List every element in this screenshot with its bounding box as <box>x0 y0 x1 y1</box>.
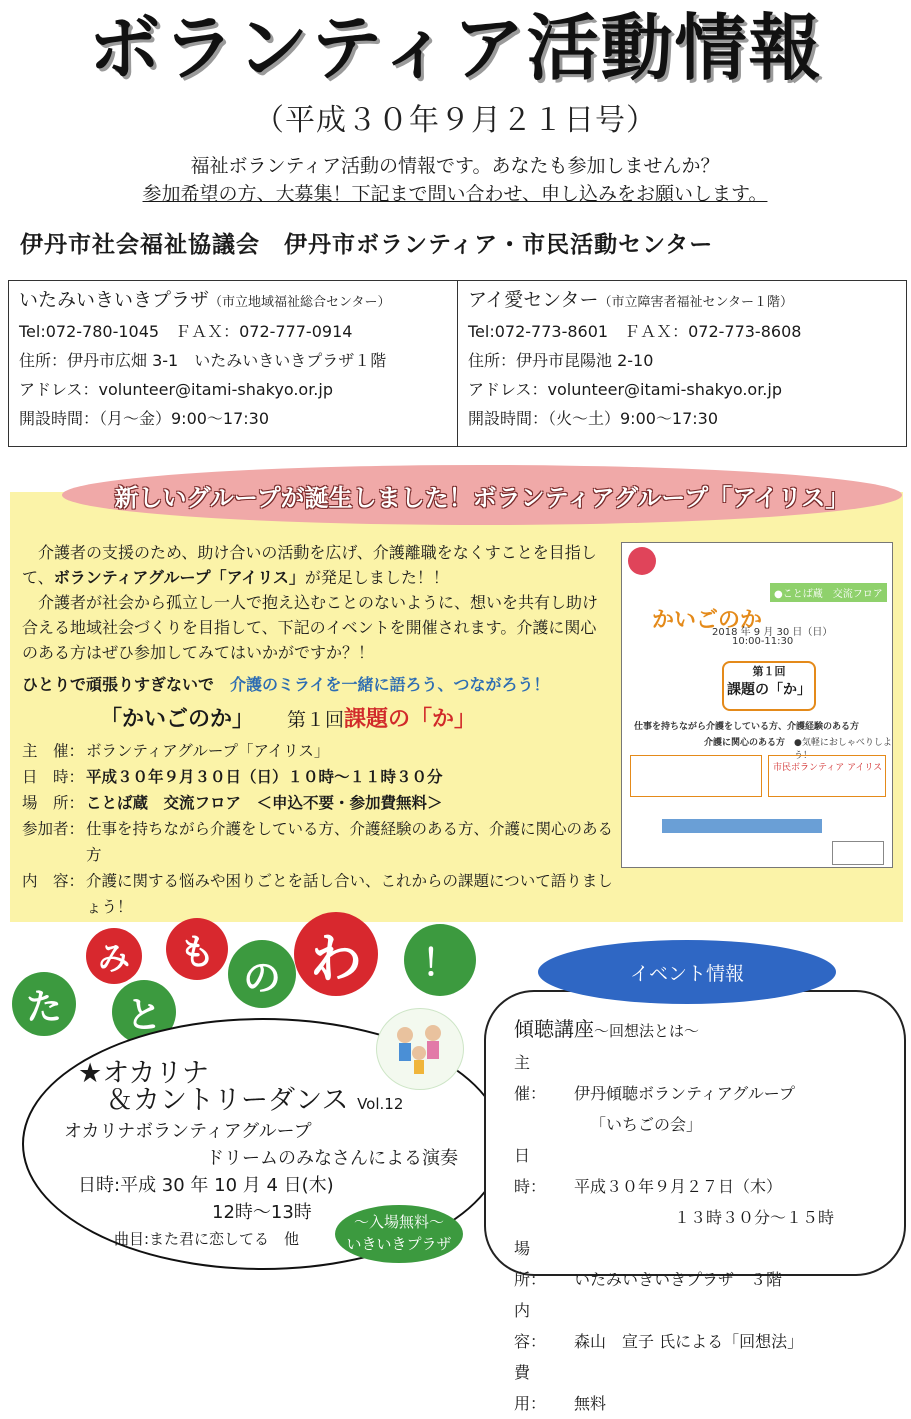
feature-banner: 新しいグループが誕生しました！ボランティアグループ「アイリス」 <box>62 465 902 525</box>
detail-row <box>22 790 620 816</box>
office-email: アドレス：volunteer@itami-shakyo.or.jp <box>19 380 333 399</box>
issue-date: （平成３０年９月２１日号） <box>254 103 657 138</box>
detail-label: 主 催： <box>22 742 85 760</box>
tatomo-char: ！ <box>404 924 476 996</box>
flyer-round: 第１回 <box>752 665 786 678</box>
tatomo-performer: ドリームのみなさんによる演奏 <box>206 1148 458 1169</box>
tatomo-title-2 <box>78 1087 478 1118</box>
tatomo-char: の <box>228 940 296 1008</box>
tatomo-time: 12時～13時 <box>212 1202 312 1223</box>
flyer-target2: 介護に関心のある方 <box>704 738 786 748</box>
detail-value: ことば蔵 交流フロア ＜申込不要・参加費無料＞ <box>86 794 443 812</box>
feature-body-1: 介護者の支援のため、助け合いの活動を広げ、介護離職をなくすことを目指して、 <box>22 543 597 587</box>
detail-label: 日 時： <box>22 768 85 786</box>
tatomo-char: わ <box>294 912 378 996</box>
flyer-title: かいごのか <box>652 608 763 633</box>
tatomo-songs: 曲目:また君に恋してる 他 <box>114 1230 300 1248</box>
event-row-label: 場 所： <box>514 1239 547 1289</box>
office-tel: Tel:072-780-1045 ＦＡＸ：072-777-0914 <box>19 322 353 341</box>
badge-line-1: ～入場無料～ <box>353 1213 444 1231</box>
detail-label: 場 所： <box>22 794 85 812</box>
flyer-target: 仕事を持ちながら介護をしている方、介護経験のある方 <box>634 722 860 732</box>
flyer-theme-box <box>722 661 816 711</box>
event-round: 第１回 <box>287 709 345 731</box>
feature-body-bold: ボランティアグループ「アイリス」 <box>53 568 305 587</box>
event-name: 「かいごのか」 <box>100 707 244 732</box>
event-flyer-image <box>621 542 893 868</box>
event-info-text <box>514 1014 894 1419</box>
detail-value: ボランティアグループ「アイリス」 <box>86 742 330 760</box>
event-row <box>514 1233 894 1295</box>
office-sub: （市立地域福祉総合センター） <box>209 295 391 310</box>
office-name: いたみいきいきプラザ <box>19 289 210 311</box>
tatomo-vol: Vol.12 <box>357 1095 404 1113</box>
detail-label: 内 容： <box>22 872 85 890</box>
event-row-label: 費 用： <box>514 1363 547 1413</box>
event-row-value: 平成３０年９月２７日（木） <box>574 1177 783 1196</box>
office-email: アドレス：volunteer@itami-shakyo.or.jp <box>468 380 782 399</box>
organization-name: 伊丹市社会福祉協議会 伊丹市ボランティア・市民活動センター <box>20 232 714 258</box>
office-address: 住所：伊丹市広畑 3-1 いたみいきいきプラザ１階 <box>19 351 387 370</box>
tatomo-title: ★オカリナ <box>78 1058 209 1089</box>
office-hours: 開設時間：（月～金）9:00～17:30 <box>19 409 270 428</box>
feature-details <box>22 738 620 920</box>
flyer-map <box>832 841 884 865</box>
event-row <box>514 1047 894 1109</box>
badge-line-2: いきいきプラザ <box>346 1235 452 1253</box>
office-ai-center <box>457 281 906 446</box>
event-row-value: 無料 <box>574 1394 607 1413</box>
feature-body-3: 介護者が社会から孤立し一人で抱え込むことのないように、想いを共有し助け合える地域社会づくりを目指して、下記のイベントを開催されます。介護に関心のある方はぜひ参加してみてはいかがですか？！ <box>22 593 599 662</box>
tatomo-char: み <box>86 928 142 984</box>
contact-info-box <box>8 280 907 447</box>
flyer-chat: ●気軽におしゃべりしよう！ <box>794 738 892 761</box>
office-sub: （市立障害者福祉センター１階） <box>598 295 794 310</box>
tagline-a: ひとりで頑張りすぎないで <box>22 675 215 694</box>
event-row <box>514 1140 894 1202</box>
intro-line-2: 参加希望の方、大募集！下記まで問い合わせ、申し込みをお願いします。 <box>142 183 768 205</box>
intro-text <box>40 152 870 208</box>
detail-row <box>22 738 620 764</box>
event-row-label: 主 催： <box>514 1053 547 1103</box>
page-title: ボランティア活動情報 <box>88 6 823 90</box>
flyer-time: 10:00-11:30 <box>732 636 794 647</box>
feature-tagline <box>22 672 622 695</box>
detail-row <box>22 764 620 790</box>
event-row <box>514 1295 894 1357</box>
event-info-header: イベント情報 <box>538 940 836 1004</box>
flyer-banner <box>662 819 822 833</box>
event-row-value: １３時３０分～１５時 <box>674 1208 835 1227</box>
office-address: 住所：伊丹市昆陽池 2-10 <box>468 351 654 370</box>
event-row-value: 「いちごの会」 <box>590 1115 703 1134</box>
heart-icon <box>628 547 656 575</box>
detail-value: 介護に関する悩みや困りごとを話し合い、これからの課題について語りましょう！ <box>86 872 613 916</box>
event-row-value: 伊丹傾聴ボランティアグループ <box>574 1084 795 1103</box>
detail-label: 参加者： <box>22 820 85 838</box>
detail-value: 平成３０年９月３０日（日）１０時～１１時３０分 <box>86 768 443 786</box>
flyer-box-left <box>630 755 762 797</box>
event-row <box>514 1357 894 1419</box>
event-title: 傾聴講座 <box>514 1017 594 1041</box>
feature-body-2: が発足しました！！ <box>304 568 449 587</box>
free-entry-badge <box>335 1205 463 1263</box>
office-itami-plaza <box>9 281 457 446</box>
intro-line-1: 福祉ボランティア活動の情報です。あなたも参加しませんか？ <box>190 155 720 177</box>
feature-event-title <box>100 702 620 733</box>
flyer-box-right <box>768 755 886 797</box>
flyer-group: 市民ボランティア アイリス <box>773 763 883 773</box>
office-name: アイ愛センター <box>468 289 599 311</box>
detail-row <box>22 816 620 868</box>
flyer-date: 2018 年 9 月 30 日（日） <box>712 627 833 638</box>
detail-row <box>22 868 620 920</box>
flyer-floor: ●ことば蔵 交流フロア <box>770 583 887 602</box>
event-theme: 課題の「か」 <box>344 707 477 732</box>
detail-value: 仕事を持ちながら介護をしている方、介護経験のある方、介護に関心のある方 <box>86 820 614 864</box>
event-row-label: 内 容： <box>514 1301 547 1351</box>
feature-body <box>22 540 610 665</box>
tatomo-char: と <box>112 980 176 1044</box>
event-row-label: 日 時： <box>514 1146 547 1196</box>
event-title-sub: ～回想法とは～ <box>594 1022 700 1040</box>
tatomo-title2: ＆カントリーダンス <box>106 1085 349 1116</box>
tatomo-char: も <box>166 918 228 980</box>
office-hours: 開設時間：（火～土）9:00～17:30 <box>468 409 719 428</box>
flyer-theme: 課題の「か」 <box>727 682 811 698</box>
tatomo-date: 日時:平成 30 年 10 月 4 日(木) <box>78 1175 334 1196</box>
event-row <box>514 1202 894 1233</box>
event-row-value: 森山 宣子 氏による「回想法」 <box>574 1332 804 1351</box>
event-row-value: いたみいきいきプラザ ３階 <box>574 1270 783 1289</box>
tatomo-group: オカリナボランティアグループ <box>64 1121 312 1142</box>
tatomo-char: た <box>12 972 76 1036</box>
office-tel: Tel:072-773-8601 ＦＡＸ：072-773-8608 <box>468 322 802 341</box>
tagline-b: 介護のミライを一緒に語ろう、つながろう！ <box>230 675 550 694</box>
event-row <box>514 1109 894 1140</box>
